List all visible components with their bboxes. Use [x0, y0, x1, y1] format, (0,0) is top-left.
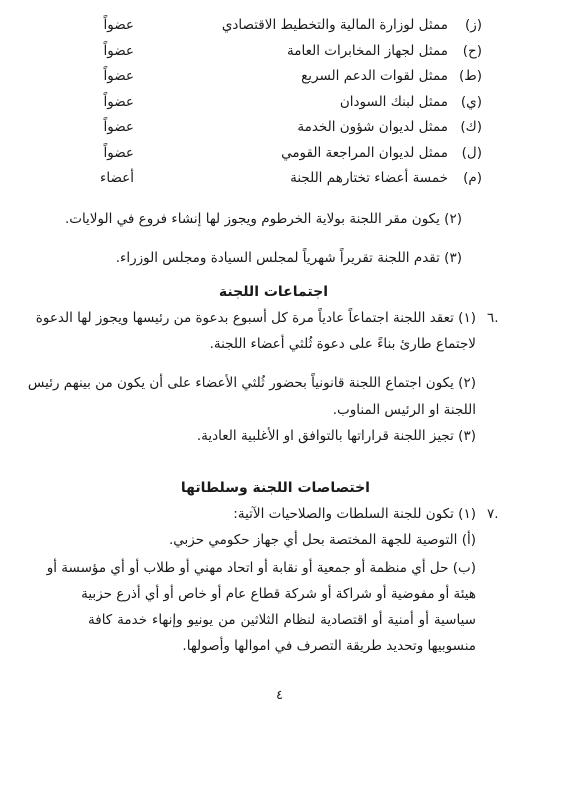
- member-role: ممثل لجهاز المخابرات العامة: [286, 43, 448, 59]
- member-marker: (ح): [462, 43, 482, 59]
- clause-6-1-line-1: (١) تعقد اللجنة اجتماعاً عادياً مرة كل أسبوع بدعوة من رئيسها ويجوز لها الدعوة: [35, 310, 476, 326]
- member-status: عضواً: [103, 68, 134, 84]
- member-status: عضواً: [103, 94, 134, 110]
- member-role: ممثل لديوان المراجعة القومي: [281, 145, 448, 161]
- member-status: عضواً: [103, 119, 134, 135]
- clause-7-1: (١) تكون للجنة السلطات والصلاحيات الآتية:: [233, 506, 476, 522]
- clause-5-2: (٢) يكون مقر اللجنة بولاية الخرطوم ويجوز لها إنشاء فروع في الولايات.: [64, 211, 462, 227]
- member-status: عضواً: [103, 17, 134, 33]
- section-7-heading: اختصاصات اللجنة وسلطاتها: [180, 480, 370, 496]
- member-status: عضواً: [103, 43, 134, 59]
- item-7-a: (أ) التوصية للجهة المختصة بحل أي جهاز حكومي حزبي.: [168, 532, 476, 548]
- member-status: أعضاء: [100, 170, 134, 186]
- clause-6-3: (٣) تجيز اللجنة قراراتها بالتوافق او الأغلبية العادية.: [196, 428, 476, 444]
- section-7-number: ٧.: [487, 506, 499, 522]
- member-status: عضواً: [103, 145, 134, 161]
- member-role: خمسة أعضاء تختارهم اللجنة: [290, 170, 448, 186]
- member-role: ممثل لديوان شؤون الخدمة: [297, 119, 448, 135]
- member-marker: (ل): [461, 145, 482, 161]
- page-number: ٤: [276, 688, 283, 703]
- member-role: ممثل لبنك السودان: [339, 94, 448, 110]
- clause-6-1-line-2: لاجتماع طارئ بناءً على دعوة ثُلثي أعضاء اللجنة.: [209, 336, 476, 352]
- clause-5-3: (٣) تقدم اللجنة تقريراً شهرياً لمجلس السيادة ومجلس الوزراء.: [115, 250, 462, 266]
- section-6-number: ٦.: [487, 310, 499, 326]
- member-role: ممثل لوزارة المالية والتخطيط الاقتصادي: [221, 17, 448, 33]
- member-marker: (ز): [464, 17, 482, 33]
- member-marker: (م): [463, 170, 482, 186]
- section-6-heading: اجتماعات اللجنة: [218, 284, 328, 300]
- member-role: ممثل لقوات الدعم السريع: [301, 68, 448, 84]
- item-7-b-line-3: سياسية أو أمنية أو اقتصادية لنظام الثلاثين من يونيو وإنهاء خدمة كافة: [88, 612, 476, 628]
- member-marker: (ي): [460, 94, 482, 110]
- clause-6-2-line-2: اللجنة او الرئيس المناوب.: [332, 402, 476, 418]
- member-marker: (ك): [460, 119, 482, 135]
- item-7-b-line-2: هيئة أو مفوضية أو شراكة أو شركة قطاع عام أو خاص أو أي أذرع حزبية: [81, 586, 476, 602]
- member-marker: (ط): [458, 68, 482, 84]
- item-7-b-line-1: (ب) حل أي منظمة أو جمعية أو نقابة أو اتحاد مهني أو طلاب أو أي مؤسسة أو: [46, 560, 476, 576]
- clause-6-2-line-1: (٢) يكون اجتماع اللجنة قانونياً بحضور ثُلثي الأعضاء على أن يكون من بينهم رئيس: [27, 375, 476, 391]
- item-7-b-line-4: منسوبيها وتحديد طريقة التصرف في اموالها وأصولها.: [182, 638, 476, 654]
